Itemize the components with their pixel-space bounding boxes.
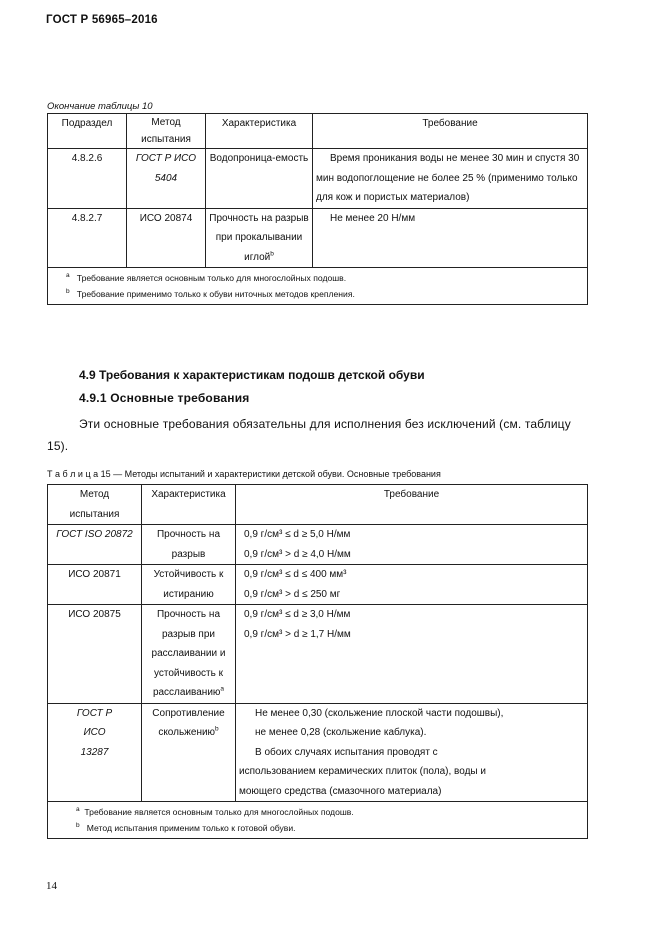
footnotes-cell (48, 802, 588, 839)
requirement-cell (236, 565, 588, 605)
footnote-mark: b (76, 822, 80, 830)
section-heading: 4.9 Требования к характеристикам подошв детской обуви (79, 368, 425, 382)
characteristic-cell (142, 703, 236, 802)
method-cell: ГОСТ Р ИСО 13287 (48, 703, 142, 802)
footnote (54, 270, 581, 286)
footnote-mark: a (66, 272, 70, 280)
section-cell: 4.8.2.7 (48, 208, 127, 268)
footnote-mark: b (66, 288, 70, 296)
column-header: Характеристика (142, 485, 236, 525)
requirement-line: 0,9 г/см³ ≤ d ≥ 5,0 Н/мм (244, 529, 351, 540)
requirement-line: 0,9 г/см³ > d ≥ 1,7 Н/мм (244, 628, 351, 640)
requirement-cell (236, 525, 588, 565)
method-cell: ИСО 20874 (127, 208, 206, 268)
characteristic-text: Прочность на разрыв при расслаивании и устойчивость к расслаиванию (151, 609, 226, 698)
characteristic-text: Прочность на разрыв при прокалывании иглой (209, 212, 309, 263)
footnotes-cell (48, 268, 588, 305)
footnote-row (48, 802, 588, 839)
requirement-line: 0,9 г/см³ > d ≥ 4,0 Н/мм (244, 548, 351, 560)
characteristic-cell: Прочность на разрыв (142, 525, 236, 565)
requirement-cell (236, 703, 588, 802)
subsection-heading: 4.9.1 Основные требования (79, 391, 250, 405)
table-15 (47, 484, 588, 839)
footnote-row (48, 268, 588, 305)
requirement-cell (236, 605, 588, 704)
table-10-caption: Окончание таблицы 10 (47, 101, 153, 112)
section-cell: 4.8.2.6 (48, 149, 127, 209)
column-header: Требование (313, 114, 588, 149)
requirement-line: 0,9 г/см³ ≤ d ≥ 3,0 Н/мм (244, 609, 351, 620)
footnote (54, 286, 581, 302)
characteristic-cell (206, 208, 313, 268)
column-header: Требование (236, 485, 588, 525)
footnote-text: Метод испытания применим только к готовой обуви. (86, 823, 296, 833)
footnote-mark: a (220, 685, 225, 693)
footnote (54, 820, 581, 836)
requirement-line: В обоих случаях испытания проводят с использованием керамических плиток (пола), воды и моющего средства (смазочного материала) (239, 746, 486, 797)
table-row (48, 525, 588, 565)
column-header: Метод испытания (48, 485, 142, 525)
table-15-caption: Т а б л и ц а 15 — Методы испытаний и характеристики детской обуви. Основные требования (47, 469, 441, 479)
footnote-text: Требование является основным только для многослойных подошв. (84, 807, 354, 817)
characteristic-cell: Водопроница-емость (206, 149, 313, 209)
requirement-line: 0,9 г/см³ > d ≤ 250 мг (244, 588, 341, 600)
page-number: 14 (46, 880, 57, 892)
method-cell: ГОСТ Р ИСО 5404 (127, 149, 206, 209)
table-header-row (48, 485, 588, 525)
footnote-mark: b (215, 725, 219, 733)
footnote-text: Требование является основным только для многослойных подошв. (76, 273, 347, 283)
method-cell: ИСО 20875 (48, 605, 142, 704)
footnote (54, 804, 581, 820)
table-row (48, 149, 588, 209)
method-cell: ГОСТ ISO 20872 (48, 525, 142, 565)
characteristic-text: Сопротивление скольжению (152, 707, 225, 738)
requirement-line: не менее 0,28 (скольжение каблука). (255, 727, 427, 738)
characteristic-cell: Устойчивость к истиранию (142, 565, 236, 605)
characteristic-cell (142, 605, 236, 704)
footnote-mark: b (270, 250, 274, 258)
footnote-text: Требование применимо только к обуви ниточных методов крепления. (76, 289, 355, 299)
table-header-row (48, 114, 588, 149)
table-10 (47, 113, 588, 305)
requirement-cell: Время проникания воды не менее 30 мин и спустя 30 мин водопоглощение не более 25 % (применимо только для кож и пористых материалов) (313, 149, 588, 209)
table-row (48, 208, 588, 268)
table-row (48, 605, 588, 704)
body-paragraph: Эти основные требования обязательны для исполнения без исключений (см. таблицу 15). (47, 417, 571, 453)
column-header: Характеристика (206, 114, 313, 149)
table-row (48, 703, 588, 802)
method-cell: ИСО 20871 (48, 565, 142, 605)
footnote-mark: a (76, 806, 80, 814)
document-header: ГОСТ Р 56965–2016 (46, 14, 158, 26)
requirement-line: Не менее 0,30 (скольжение плоской части подошвы), (255, 707, 504, 719)
requirement-line: 0,9 г/см³ ≤ d ≤ 400 мм³ (244, 569, 347, 580)
column-header: Подраздел (48, 114, 127, 149)
requirement-cell: Не менее 20 Н/мм (313, 208, 588, 268)
column-header: Метод испытания (127, 114, 206, 149)
table-row (48, 565, 588, 605)
